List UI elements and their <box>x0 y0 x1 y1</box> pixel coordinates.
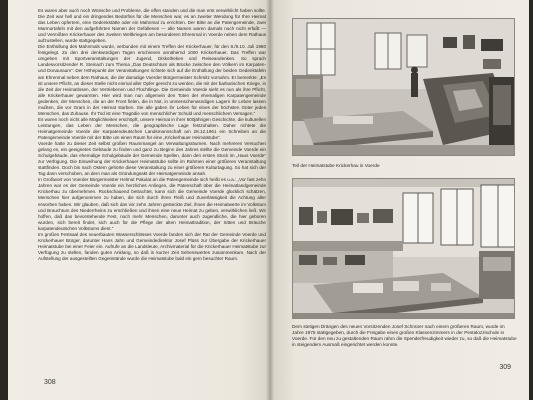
page-number-right: 309 <box>499 364 511 371</box>
right-page <box>270 0 529 400</box>
paragraph: Voerde hatte zu dieser Zeit selbst großen Raummangel an Verwaltungsräumen. Nach mehreren Versuchen gelang es, ein geeignetes Gebäude zu finden und ganz zu Beginn des Jahres stellte die Gemeinde Voerde ein Schulgebäude, das ehemalige Schulgebäude der Gemeinde Spellen, dann den ersten Stock im „Haus Voerde“ zur Verfügung. Die Einweihung der Krickerhauer Heimatstube sollte im Rahmen einer größeren Veranstaltung stattfinden. Doch bis nach Ostern gehörte diese Veranstaltung zu einer größeren Kulturtagung. So hat sich der Tag dann verschoben, an dem man als Gründungsakt der Heimatgemeinde ansah. <box>38 141 266 177</box>
page-number-left: 308 <box>44 379 56 386</box>
photo-caption-top: Teil der Heimatstube Krickerhau in Voerde <box>292 163 380 168</box>
paragraph: In Großwort von Voerder Bürgermeister Helmut Pakulat an die Patengemeinde sich heißt es u.a.: „Vor fast zehn Jahren war es der Gemeinde Voerde ein herzliches Anliegen, die Patenschaft über die Heimatlandgemeinde Krickerhau zu übernehmen. Rückschauend betrachtet, kann sich die Gemeinde Voerde glücklich schätzen, Menschen hier aufgenommen zu haben, die sich durch ihren Fleiß und Zuverlässigkeit die Achtung aller erworben haben. Wir glauben, daß sich das vor zehn Jahren gesteckte Ziel, ihnen die Heimatwerte im Volkstum und Brauchtum des Niederrheins zu erschließen und ihnen eine neue Heimat zu geben, verwirklichen ließ. Wir hoffen, daß das bevorstehende Fest, noch mehr Menschen, darunter auch Jugendliche, die hier geboren wurden, sich bereit findet, sich auch für die Pflege der alten Heimattradition, der Sitten und Bräuche karpatendeutschen Volkstums dient.“ <box>38 177 266 231</box>
paragraph: Es waren aber auch noch Wünsche und Probleme, die offen standen und die man erst verwirklicht haben sollte. Die Zeit war hell und ein dringendes Bedürfnis für die Menschen war, es an zweiter Wendung für Ihre Heimat das Leben opfertem, eine Gedenkstätte oder ein Mahnmal zu errichten. Der Bitte an die Patengemeinde, zwei Marmortafeln mit den aufgeführten Namen der Gefallenen — alle Namen waren damals noch nicht erfaßt — und Vermißten Krickerhauer des zweiten Weltkrieges am besonderen Ehrenmal in Voerde neben dem Rathaus aufzustellen, wurde stattgegeben. <box>38 8 266 44</box>
photo-heimatstube-interior <box>292 18 515 156</box>
paragraph: Die Enthüllung des Mahnmals wurde, verbunden mit einem Treffen der Krickerhauer, für den 8./9.10. Juli 1960 festgelegt. Zu den drei denkwürdigen Tagen erschienen annähernd 1000 Krickerhauer. Das Treffen war umgeben mit Sportveranstaltungen der Jugend, Diskotheken und Reiseandenken. So sprach Landesvorsitzender R. Steinach zum Thema „Das Deutschtum als Brücke zwischen den Völkern im Karpaten- und Donauraum“. Der Höhepunkt der Veranstaltungen richtete sich auf die Enthüllung der beiden Gedenktafeln am Ehrenmal neben dem Rathaus, die der damalige Voerder Bürgermeister Schmitz vornahm. Er bemerkte: „Es ist unsere Pflicht, an dieser Stelle nicht einmal aller Opfer gerecht zu werden, die mit der barbarischen Kriege, in die Zeit der Heimatlosen, der Vertriebenen und Flüchtlinge. Die Gemeinde Voerde sieht es nun als ihre Pflicht, alle Krickerhauer gewarnten. Hier wird man nun allgemein den Toten der ehemaligen Karpatengemeinde gedenken, der Menschen, die an der Front fielen, die in Not, in unmenschenwürdigen Lagern ihr Leben lassen mußten, die vor Gram in der Heimat starben. Sie alle gaben ihr Leben für eines der höchsten Güter jedes Menschen, das Zuhause. Ihr Tod ist eine Tragödie von menschlicher Schuld und menschlichem Versagen.“ <box>38 44 266 116</box>
photo-classroom-exhibit <box>292 178 515 319</box>
paragraph: Im großen Festsaal des neuerbauten Wasserschlösses Voerde fanden sich der Rat der Gemeinde Voerde und Krickerhauer Bürger, darunter Hans Jahn und Gemeindedirektor Josef Plüss zur Übergabe der Krickerhauer Heimatstube bei einer Feier ein. Aufrufe an die Landsleute, Archivmaterial für die Krickerhauer Heimatstube zur Verfügung zu stellen, fanden guten Anklang, so daß in kurzer Zeit Sehenswertes zusammenkam. Nach der Aufstellung der ausgestellten Gegenstände wurde die Heimatstube bald ein gern besuchter Raum. <box>38 231 266 261</box>
book-spread <box>8 0 529 400</box>
photo-caption-bottom: Dem stetigen Drängen des neuen Vorsitzenden Josef Schnürer nach einem größeren Raum, wurde im Jahre 1975 stattgegeben, durch die Freigabe eines großen Klassenzimmers in der Pestalozzischule in Voerde. Für den neu zu gestaltenden Raum rahm die Spenderfreudigkeit wieder zu, so daß die Heimatstube in steigendem Ausmaß eingerichtet werden konnte. <box>292 324 517 347</box>
book-gutter <box>266 0 274 400</box>
paragraph: Es waren noch nicht alle Möglichkeiten erschöpft, unsere Heimat in ihrer 600jährigen Geschichte, die kulturellen Leistungen, das Leben der Menschen, die geographische Lage festzuhalten. Daher richtete die Heimatgemeinde Voerde der Karpatendeutschen Landsmannschaft am 28.12.1961 ein Schreiben an die Patengemeinde Voerde mit der Bitte um einen Raum für eine „Krickerhauer Heimatstube“. <box>38 116 266 140</box>
left-page <box>8 0 270 400</box>
left-page-body-text <box>38 8 266 360</box>
